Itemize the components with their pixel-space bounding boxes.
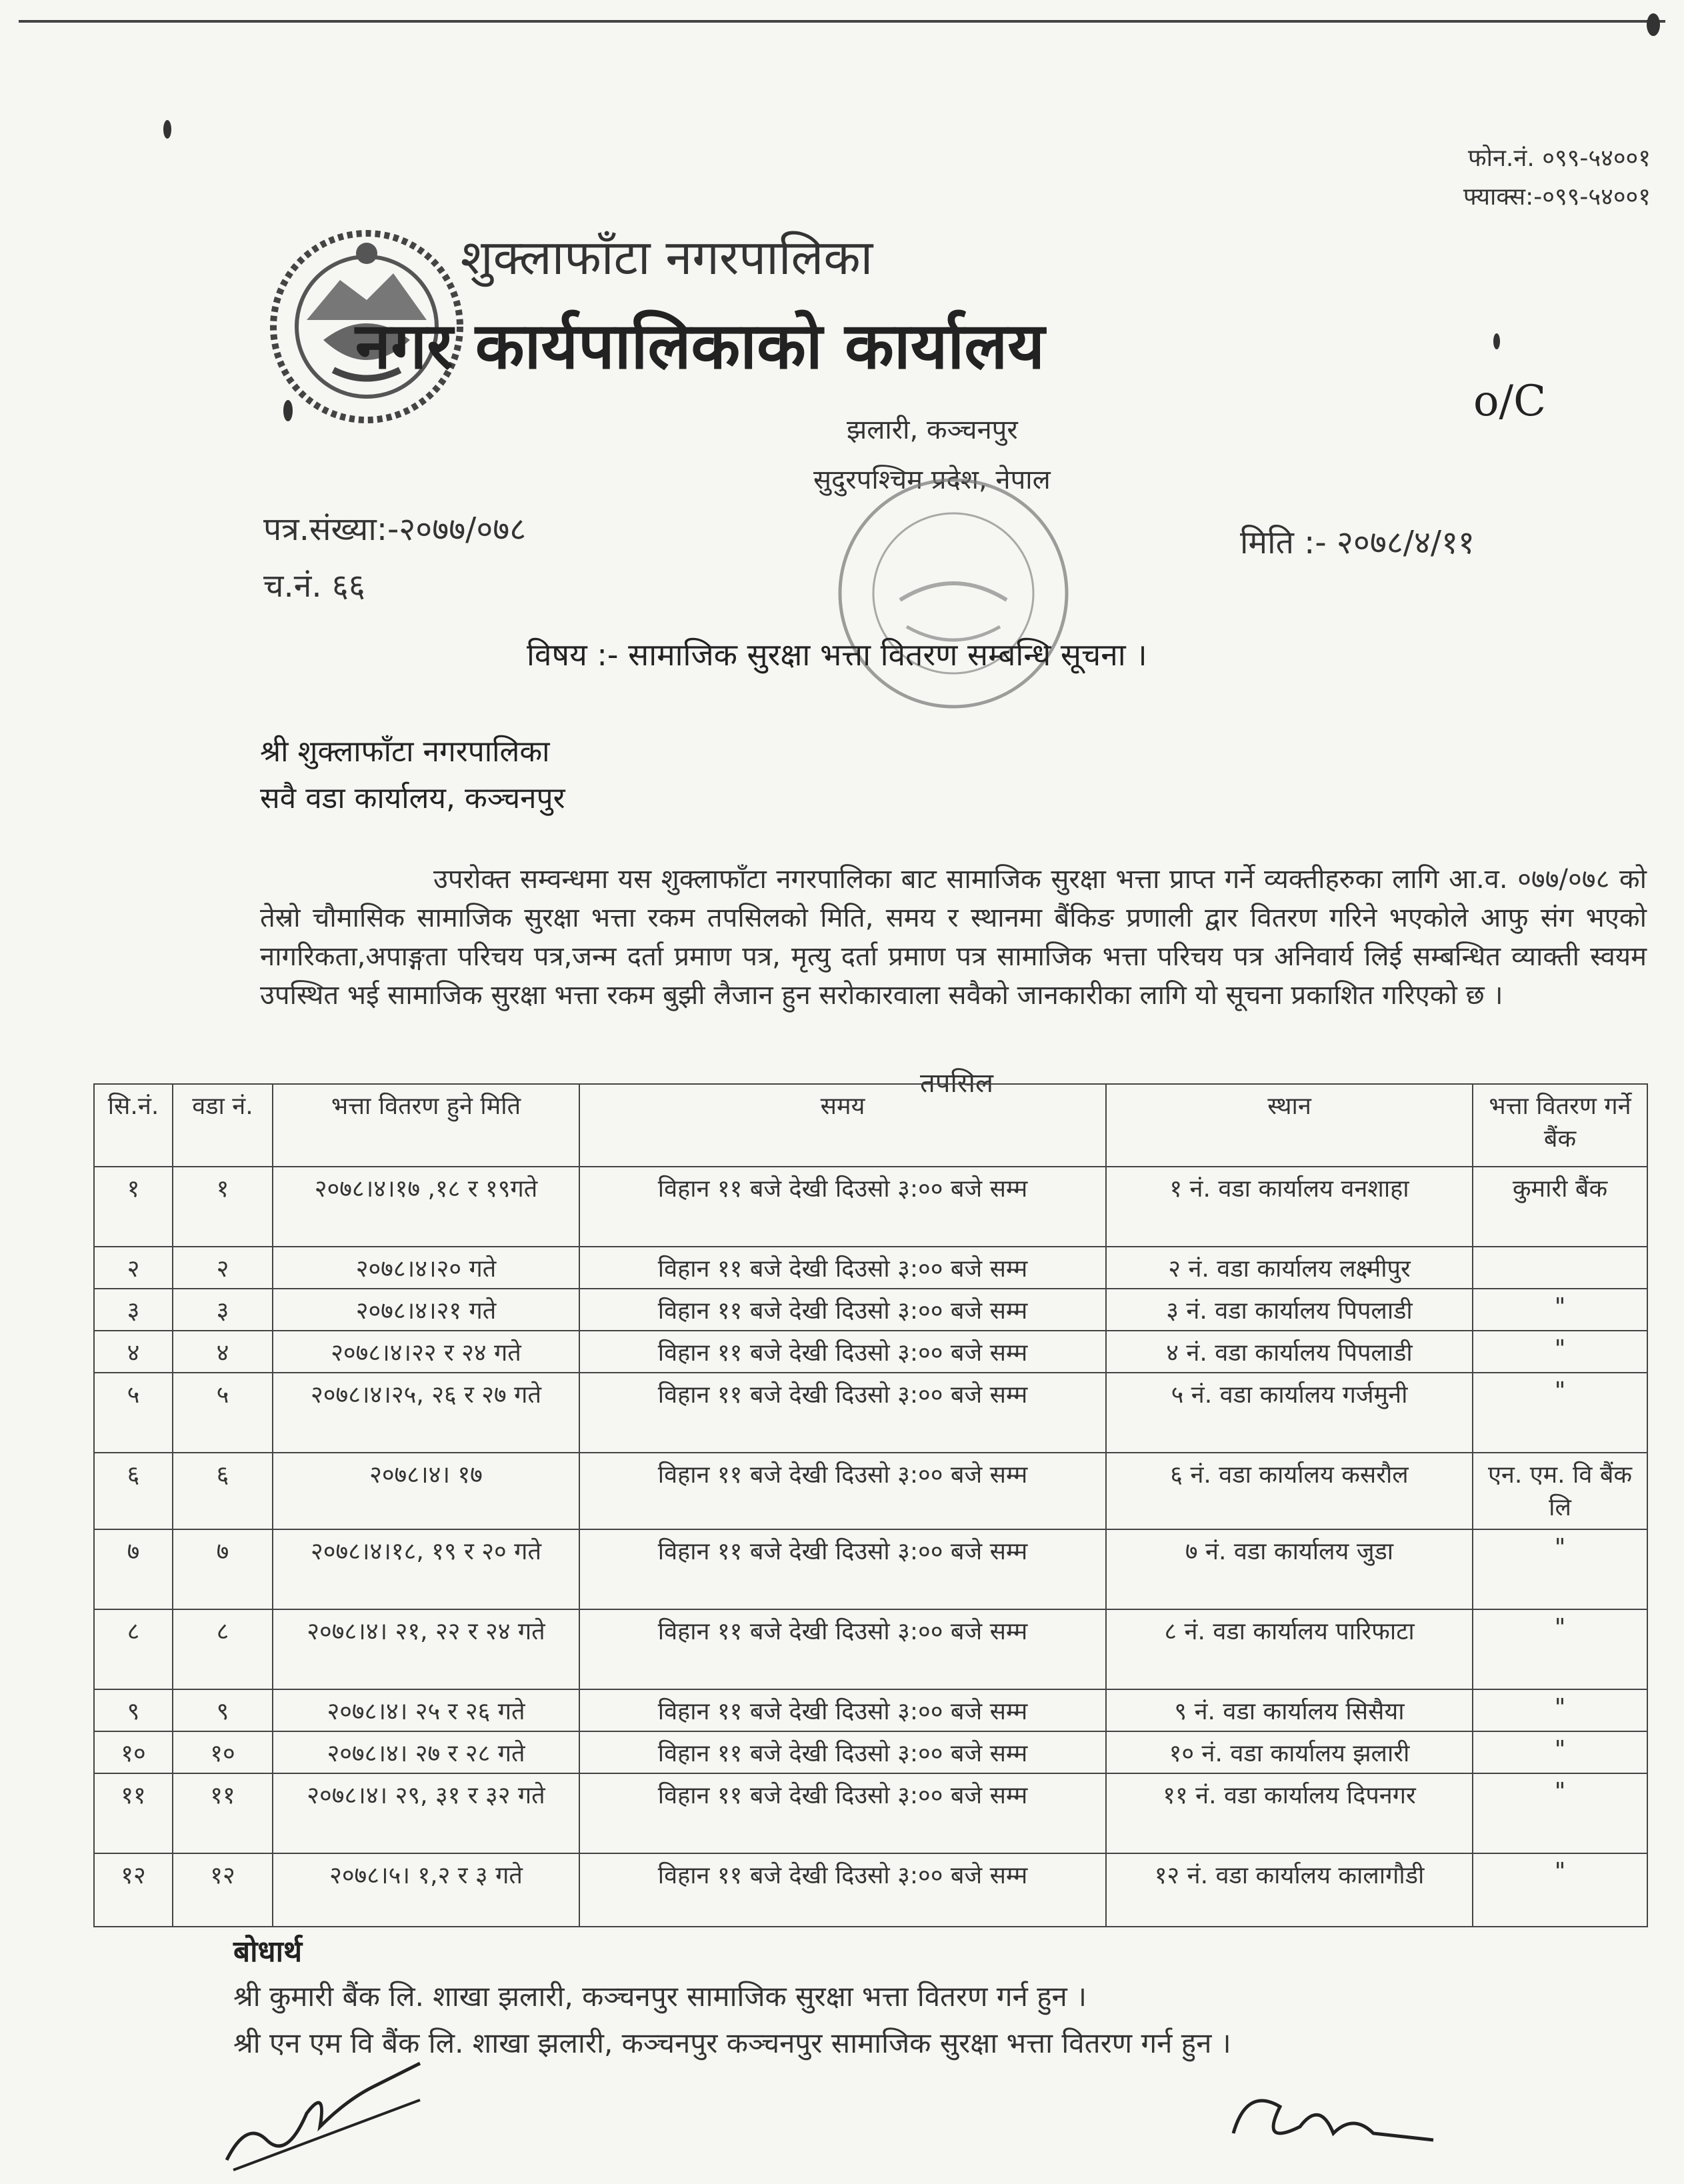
cell-ward: १२: [173, 1853, 273, 1927]
cell-place: ८ नं. वडा कार्यालय पारिफाटा: [1106, 1609, 1473, 1689]
cell-sn: १: [94, 1167, 173, 1247]
table-row: [94, 1731, 1647, 1773]
cell-time: विहान ११ बजे देखी दिउसो ३:०० बजे सम्म: [579, 1773, 1106, 1853]
cell-date: २०७८।४। १७: [273, 1453, 579, 1529]
col-header-date: भत्ता वितरण हुने मिति: [273, 1084, 579, 1167]
cell-date: २०७८।४। २५ र २६ गते: [273, 1689, 579, 1731]
cell-bank: कुमारी बैंक: [1473, 1167, 1647, 1247]
cell-date: २०७८।४। २९, ३१ र ३२ गते: [273, 1773, 579, 1853]
signature-left: [220, 2060, 440, 2173]
table-row: [94, 1529, 1647, 1609]
distribution-schedule-table: [93, 1083, 1648, 1927]
table-row: [94, 1689, 1647, 1731]
cell-time: विहान ११ बजे देखी दिउसो ३:०० बजे सम्म: [579, 1529, 1106, 1609]
recipient-line-2: सवै वडा कार्यालय, कञ्चनपुर: [260, 781, 565, 815]
cell-date: २०७८।४।२० गते: [273, 1247, 579, 1289]
col-header-bank: भत्ता वितरण गर्ने बैंक: [1473, 1084, 1647, 1167]
cell-time: विहान ११ बजे देखी दिउसो ३:०० बजे सम्म: [579, 1609, 1106, 1689]
cell-time: विहान ११ बजे देखी दिउसो ३:०० बजे सम्म: [579, 1167, 1106, 1247]
cell-place: ६ नं. वडा कार्यालय कसरौल: [1106, 1453, 1473, 1529]
cell-ward: ११: [173, 1773, 273, 1853]
cell-place: ४ नं. वडा कार्यालय पिपलाडी: [1106, 1331, 1473, 1373]
cell-date: २०७८।४।२२ र २४ गते: [273, 1331, 579, 1373]
office-seal-stamp: [827, 467, 1080, 720]
notice-body-text: उपरोक्त सम्वन्धमा यस शुक्लाफाँटा नगरपालिका बाट सामाजिक सुरक्षा भत्ता प्राप्त गर्ने व्यक्तीहरुका लागि आ.व. ०७७/०७८ को तेस्रो चौमासिक सामाजिक सुरक्षा भत्ता रकम तपसिलको मिति, समय र स्थानमा बैंकिङ प्रणाली द्वार वितरण गरिने भएकोले आफु संग भएको नागरिकता,अपाङ्गता परिचय पत्र,जन्म दर्ता प्रमाण पत्र, मृत्यु दर्ता प्रमाण पत्र सामाजिक भत्ता परिचय पत्र अनिवार्य लिई सम्बन्धित व्याक्ती स्वयम उपस्थित भई सामाजिक सुरक्षा भत्ता रकम बुझी लैजान हुन सरोकारवाला सवैको जानकारीका लागि यो सूचना प्रकाशित गरिएको छ ।: [260, 864, 1647, 1011]
table-header-row: [94, 1084, 1647, 1167]
cell-date: २०७८।४।१८, १९ र २० गते: [273, 1529, 579, 1609]
scan-speck: [1493, 333, 1500, 349]
cell-bank: [1473, 1247, 1647, 1289]
table-row: [94, 1453, 1647, 1529]
cell-place: १ नं. वडा कार्यालय वनशाहा: [1106, 1167, 1473, 1247]
cell-place: १० नं. वडा कार्यालय झलारी: [1106, 1731, 1473, 1773]
table-row: [94, 1247, 1647, 1289]
cc-heading: बोधार्थ: [233, 1935, 303, 1969]
cell-sn: ५: [94, 1373, 173, 1453]
cell-sn: ११: [94, 1773, 173, 1853]
cell-time: विहान ११ बजे देखी दिउसो ३:०० बजे सम्म: [579, 1331, 1106, 1373]
table-row: [94, 1167, 1647, 1247]
cell-place: ९ नं. वडा कार्यालय सिसैया: [1106, 1689, 1473, 1731]
cell-bank: ": [1473, 1373, 1647, 1453]
cell-time: विहान ११ बजे देखी दिउसो ३:०० बजे सम्म: [579, 1731, 1106, 1773]
cell-sn: ७: [94, 1529, 173, 1609]
cell-time: विहान ११ बजे देखी दिउसो ३:०० बजे सम्म: [579, 1689, 1106, 1731]
top-border: [19, 20, 1665, 23]
cell-place: २ नं. वडा कार्यालय लक्ष्मीपुर: [1106, 1247, 1473, 1289]
scan-speck: [1647, 13, 1660, 36]
cc-line-2: श्री एन एम वि बैंक लि. शाखा झलारी, कञ्चनपुर कञ्चनपुर सामाजिक सुरक्षा भत्ता वितरण गर्न हुन ।: [233, 2027, 1231, 2059]
table-caption: तपसिल: [920, 1068, 994, 1099]
cc-line-1: श्री कुमारी बैंक लि. शाखा झलारी, कञ्चनपुर सामाजिक सुरक्षा भत्ता वितरण गर्न हुन ।: [233, 1980, 1087, 2013]
cell-ward: ५: [173, 1373, 273, 1453]
cell-date: २०७८।४।२५, २६ र २७ गते: [273, 1373, 579, 1453]
cell-bank: ": [1473, 1853, 1647, 1927]
table-row: [94, 1853, 1647, 1927]
cell-sn: ४: [94, 1331, 173, 1373]
cell-date: २०७८।५। १,२ र ३ गते: [273, 1853, 579, 1927]
cell-place: १२ नं. वडा कार्यालय कालागौडी: [1106, 1853, 1473, 1927]
cell-place: ११ नं. वडा कार्यालय दिपनगर: [1106, 1773, 1473, 1853]
table-row: [94, 1773, 1647, 1853]
cell-ward: १०: [173, 1731, 273, 1773]
cell-bank: ": [1473, 1689, 1647, 1731]
table-row: [94, 1373, 1647, 1453]
table-row: [94, 1331, 1647, 1373]
cell-date: २०७८।४।२१ गते: [273, 1289, 579, 1331]
cell-bank: ": [1473, 1773, 1647, 1853]
letter-date: मिति :- २०७८/४/११: [1240, 524, 1475, 561]
cell-ward: ८: [173, 1609, 273, 1689]
address-line-2: सुदुरपश्चिम प्रदेश, नेपाल: [813, 465, 1051, 495]
municipality-name: शुक्लाफाँटा नगरपालिका: [460, 229, 873, 285]
cell-place: ३ नं. वडा कार्यालय पिपलाडी: [1106, 1289, 1473, 1331]
fax-number: फ्याक्स:-०९९-५४००१: [1463, 183, 1651, 211]
cell-bank: ": [1473, 1731, 1647, 1773]
cell-time: विहान ११ बजे देखी दिउसो ३:०० बजे सम्म: [579, 1853, 1106, 1927]
cell-date: २०७८।४। २७ र २८ गते: [273, 1731, 579, 1773]
address-line-1: झलारी, कञ्चनपुर: [847, 415, 1018, 445]
office-name: नगर कार्यपालिकाको कार्यालय: [355, 309, 1045, 383]
handwritten-note: o/C: [1473, 377, 1547, 426]
dispatch-number: च.नं. ६६: [263, 567, 365, 605]
cell-ward: ७: [173, 1529, 273, 1609]
phone-number: फोन.नं. ०९९-५४००१: [1467, 145, 1651, 172]
cell-bank: ": [1473, 1289, 1647, 1331]
col-header-place: स्थान: [1106, 1084, 1473, 1167]
subject-line: विषय :- सामाजिक सुरक्षा भत्ता वितरण सम्बन्धि सूचना ।: [527, 637, 1147, 673]
cell-place: ५ नं. वडा कार्यालय गर्जमुनी: [1106, 1373, 1473, 1453]
cell-ward: ३: [173, 1289, 273, 1331]
cell-bank: एन. एम. वि बैंक लि: [1473, 1453, 1647, 1529]
table-row: [94, 1609, 1647, 1689]
cell-bank: ": [1473, 1529, 1647, 1609]
scan-speck: [283, 400, 293, 421]
cell-sn: ३: [94, 1289, 173, 1331]
cell-sn: १०: [94, 1731, 173, 1773]
cell-ward: २: [173, 1247, 273, 1289]
cell-date: २०७८।४। २१, २२ र २४ गते: [273, 1609, 579, 1689]
letter-number: पत्र.संख्या:-२०७७/०७८: [263, 511, 527, 548]
cell-place: ७ नं. वडा कार्यालय जुडा: [1106, 1529, 1473, 1609]
cell-time: विहान ११ बजे देखी दिउसो ३:०० बजे सम्म: [579, 1453, 1106, 1529]
cell-ward: ६: [173, 1453, 273, 1529]
cell-time: विहान ११ बजे देखी दिउसो ३:०० बजे सम्म: [579, 1247, 1106, 1289]
col-header-sn: सि.नं.: [94, 1084, 173, 1167]
col-header-ward: वडा नं.: [173, 1084, 273, 1167]
recipient-line-1: श्री शुक्लाफाँटा नगरपालिका: [260, 735, 550, 769]
cell-sn: ८: [94, 1609, 173, 1689]
cell-ward: ९: [173, 1689, 273, 1731]
cell-sn: ९: [94, 1689, 173, 1731]
cell-ward: १: [173, 1167, 273, 1247]
cell-date: २०७८।४।१७ ,१८ र १९गते: [273, 1167, 579, 1247]
cell-sn: १२: [94, 1853, 173, 1927]
scan-speck: [163, 120, 171, 139]
cell-time: विहान ११ बजे देखी दिउसो ३:०० बजे सम्म: [579, 1373, 1106, 1453]
cell-time: विहान ११ बजे देखी दिउसो ३:०० बजे सम्म: [579, 1289, 1106, 1331]
table-row: [94, 1289, 1647, 1331]
col-header-time: समय: [579, 1084, 1106, 1167]
cell-sn: ६: [94, 1453, 173, 1529]
cell-ward: ४: [173, 1331, 273, 1373]
cell-bank: ": [1473, 1609, 1647, 1689]
cell-sn: २: [94, 1247, 173, 1289]
signature-right: [1220, 2073, 1440, 2173]
cell-bank: ": [1473, 1331, 1647, 1373]
notice-body: [260, 860, 1647, 1015]
